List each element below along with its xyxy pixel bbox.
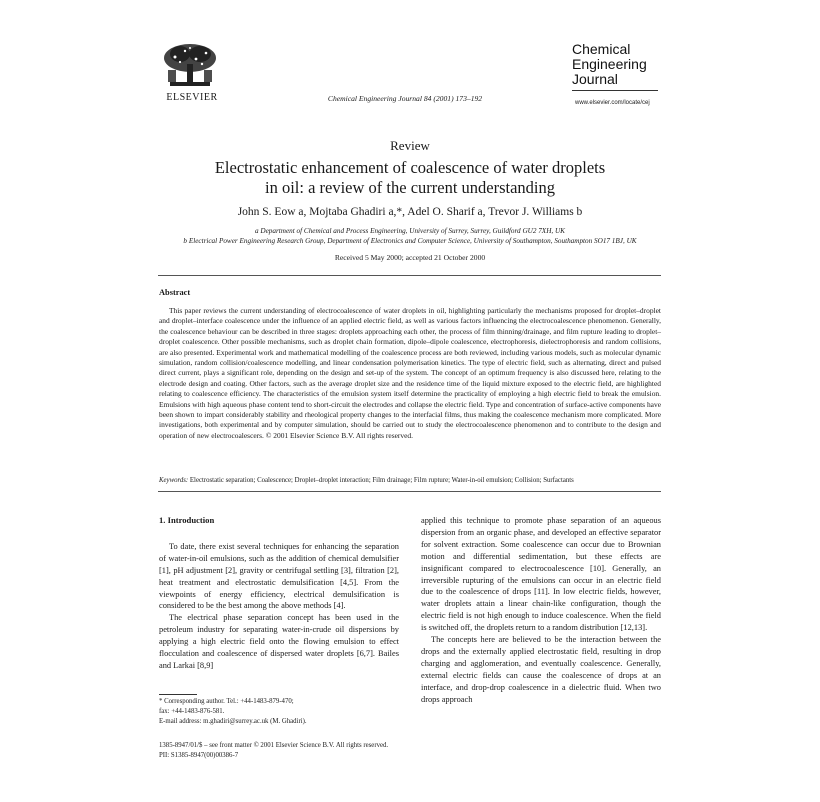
- divider-top: [158, 275, 661, 276]
- publisher-name: ELSEVIER: [166, 92, 218, 103]
- journal-logo: [572, 42, 662, 108]
- journal-logo-line-3: Journal: [572, 71, 618, 87]
- article-type: Review: [390, 138, 430, 153]
- footnote-fax: fax: +44-1483-876-581.: [159, 708, 225, 715]
- keywords-list: Electrostatic separation; Coalescence; Droplet–droplet interaction; Film drainage; Film rupture; Water-in-oil emulsion; Collision; Surfactants: [189, 477, 574, 484]
- keywords: [159, 477, 661, 484]
- journal-citation: Chemical Engineering Journal 84 (2001) 173–192: [327, 94, 483, 103]
- intro-paragraph-1: To date, there exist several techniques for enhancing the separation of water-in-oil emulsions, such as the addition of chemical demulsifier [1], pH adjustment [2], gravity or centrifugal settling [3], filtration [2], heat treatment and electrostatic demulsification [4,5]. From the viewpoints of energy efficiency, electrical demulsification is considered to be the best among the above methods [4].: [159, 541, 399, 611]
- section-heading-introduction: 1. Introduction: [159, 515, 215, 525]
- pii-line: PII: S1385-8947(00)00386-7: [159, 752, 239, 759]
- tree-icon: [160, 42, 220, 92]
- journal-logo-url: www.elsevier.com/locate/cej: [575, 100, 650, 106]
- title-line-2: in oil: a review of the current understanding: [264, 178, 556, 197]
- left-column: [159, 515, 399, 672]
- keywords-label: Keywords:: [159, 477, 189, 484]
- abstract-body: This paper reviews the current understanding of electrocoalescence of water droplets in oil, highlighting particularly the mechanisms proposed for droplet–droplet and droplet–interface coalescence under the influence of an applied electric field, as well as various factors influencing the electrocoalescence phenomenon. Generally, the coalescence behaviour can be described in three stages: droplets approaching each other, the process of film thinning/drainage, and film rupture leading to droplet–droplet coalescence. Other possible mechanisms, such as droplet chain formation, dipole–dipole coalescence, electrophoresis, dielectrophoresis and random collisions, are also presented. Experimental work and mathematical modelling of the coalescence process are both reviewed, including various models, such as molecular dynamic simulation, random collision/coalescence modelling, and linear condensation polymerisation kinetics. The type of electric field, such as alternating, direct and pulsed direct current, plays a significant role, depending on the design and set-up of the system. The concept of an optimum frequency is also discussed here, relating to the electrode design and coating. Other factors, such as the average droplet size and the residence time of the liquid mixture exposed to the electric field, are highlighted relating to coalescence efficiency. The characteristics of the emulsion system itself determine the practicality of employing a high electric field to break the emulsion. Emulsions with high aqueous phase content tend to short-circuit the electrodes and collapse the electric field. Type and concentration of surface-active components have been shown to impart considerably stability and rheological property changes to the interfacial films, thus making the coalescence mechanism more complicated. More investigations, both experimental and by computer simulation, should be carried out to study the electrocoalescence phenomenon and to contribute to the design and operation of new electrocoalescers. © 2001 Elsevier Science B.V. All rights reserved.: [159, 306, 661, 440]
- footnote-rule: [159, 694, 197, 695]
- affiliation-a: a Department of Chemical and Process Engineering, University of Surrey, Surrey, Guildford GU2 7XH, UK: [255, 227, 565, 235]
- issn-line: 1385-8947/01/$ – see front matter © 2001 Elsevier Science B.V. All rights reserved.: [159, 742, 389, 749]
- footnote-corresponding: * Corresponding author. Tel.: +44-1483-879-470;: [159, 698, 294, 705]
- article-title: [160, 158, 660, 198]
- author-list: John S. Eow a, Mojtaba Ghadiri a,*, Adel O. Sharif a, Trevor J. Williams b: [237, 206, 583, 218]
- intro-paragraph-3: applied this technique to promote phase separation of an aqueous dispersion from an organic phase, and developed an effective separator for solvent extraction. Some coalescence can occur due to Brownian motion and differential sedimentation, but these effects are insignificant compared to electrocoalescence [10]. Generally, an irreversible rupturing of the emulsions can occur in an electric field due to the coalescence of drops [11]. In low electric fields, however, water droplets attain a linear chain-like configuration, though the electric field is not high enough to induce coalescence. When the field is switched off, the droplets return to a random distribution [12,13].: [421, 516, 661, 633]
- received-dates: Received 5 May 2000; accepted 21 October 2000: [334, 253, 486, 262]
- journal-logo-line-2: Engineering: [572, 56, 647, 72]
- abstract-heading: Abstract: [159, 288, 191, 297]
- journal-logo-line-1: Chemical: [572, 41, 631, 57]
- intro-paragraph-4: The concepts here are believed to be the interaction between the drops and the externally applied electrostatic field, resulting in drop charging and agglomeration, and eventually coalescence. Generally, external electric fields can cause the coalescence of drops at an interface, and drop-drop coalescence in a dielectric fluid. When two drops approach: [421, 635, 661, 704]
- right-column: [421, 515, 661, 706]
- title-line-1: Electrostatic enhancement of coalescence of water droplets: [214, 158, 606, 177]
- affiliation-b: b Electrical Power Engineering Research Group, Department of Electronics and Computer Science, University of Southampton, Southampton SO17 1BJ, UK: [183, 237, 637, 245]
- journal-logo-rule: [572, 90, 658, 91]
- footnote-email: E-mail address: m.ghadiri@surrey.ac.uk (M. Ghadiri).: [159, 718, 307, 725]
- intro-paragraph-2: The electrical phase separation concept has been used in the petroleum industry for separating water-in-crude oil dispersions by applying a high electric field onto the flowing emulsion to effect flocculation and coalescence of dispersed water droplets [6,7]. Bailes and Larkai [8,9]: [159, 613, 399, 670]
- divider-bottom: [158, 491, 661, 492]
